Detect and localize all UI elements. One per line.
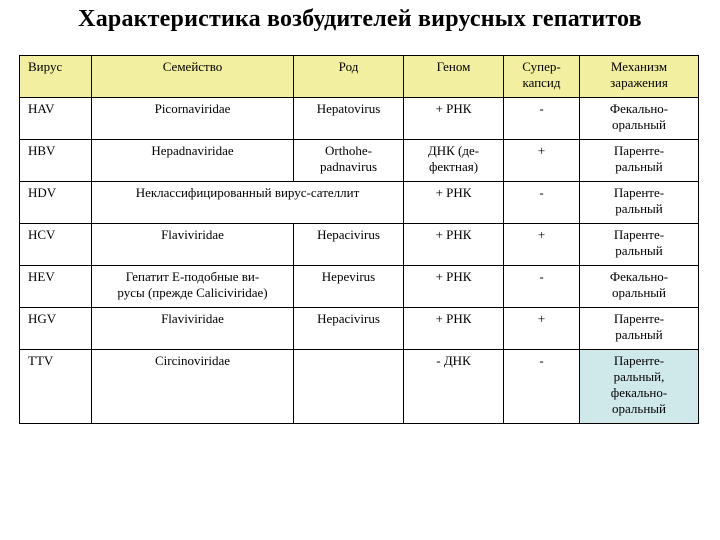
cell-mechanism: Паренте- ральный (580, 140, 699, 182)
table-row (20, 350, 699, 424)
cell-genome: + РНК (404, 308, 504, 350)
cell-genus: Hepatovirus (294, 98, 404, 140)
cell-mechanism: Паренте- ральный (580, 182, 699, 224)
cell-supercapsid: - (504, 98, 580, 140)
cell-genome: ДНК (де- фектная) (404, 140, 504, 182)
cell-genus (294, 350, 404, 424)
cell-supercapsid: - (504, 182, 580, 224)
cell-family-merged: Неклассифицированный вирус-сателлит (92, 182, 404, 224)
cell-genus: Orthohe- padnavirus (294, 140, 404, 182)
header-genus: Род (294, 56, 404, 98)
table-row (20, 98, 699, 140)
table-row (20, 140, 699, 182)
header-supercapsid: Супер- капсид (504, 56, 580, 98)
cell-genome: + РНК (404, 266, 504, 308)
table-header-row (20, 56, 699, 98)
cell-virus: TTV (20, 350, 92, 424)
cell-genus: Hepacivirus (294, 308, 404, 350)
page-title: Характеристика возбудителей вирусных гепатитов (78, 6, 642, 32)
table-row (20, 308, 699, 350)
cell-supercapsid: - (504, 350, 580, 424)
cell-virus: HGV (20, 308, 92, 350)
cell-mechanism: Фекально- оральный (580, 266, 699, 308)
cell-genome: - ДНК (404, 350, 504, 424)
cell-virus: HBV (20, 140, 92, 182)
cell-mechanism: Фекально- оральный (580, 98, 699, 140)
table-row (20, 182, 699, 224)
cell-virus: HDV (20, 182, 92, 224)
cell-family: Hepadnaviridae (92, 140, 294, 182)
header-virus: Вирус (20, 56, 92, 98)
header-mechanism: Механизм заражения (580, 56, 699, 98)
cell-supercapsid: + (504, 308, 580, 350)
cell-genome: + РНК (404, 224, 504, 266)
cell-virus: HAV (20, 98, 92, 140)
cell-mechanism: Паренте- ральный (580, 224, 699, 266)
cell-genome: + РНК (404, 182, 504, 224)
cell-genus: Hepacivirus (294, 224, 404, 266)
cell-virus: HEV (20, 266, 92, 308)
table-row (20, 266, 699, 308)
cell-family: Picornaviridae (92, 98, 294, 140)
header-family: Семейство (92, 56, 294, 98)
hepatitis-viruses-table (19, 55, 699, 424)
cell-mechanism: Паренте- ральный (580, 308, 699, 350)
cell-supercapsid: + (504, 224, 580, 266)
cell-family: Flaviviridae (92, 224, 294, 266)
cell-mechanism: Паренте- ральный, фекально- оральный (580, 350, 699, 424)
cell-family: Гепатит Е-подобные ви- русы (прежде Caliciviridae) (92, 266, 294, 308)
cell-family: Flaviviridae (92, 308, 294, 350)
table-row (20, 224, 699, 266)
cell-supercapsid: - (504, 266, 580, 308)
cell-genome: + РНК (404, 98, 504, 140)
cell-genus: Hepevirus (294, 266, 404, 308)
cell-family: Circinoviridae (92, 350, 294, 424)
header-genome: Геном (404, 56, 504, 98)
cell-virus: HCV (20, 224, 92, 266)
cell-supercapsid: + (504, 140, 580, 182)
